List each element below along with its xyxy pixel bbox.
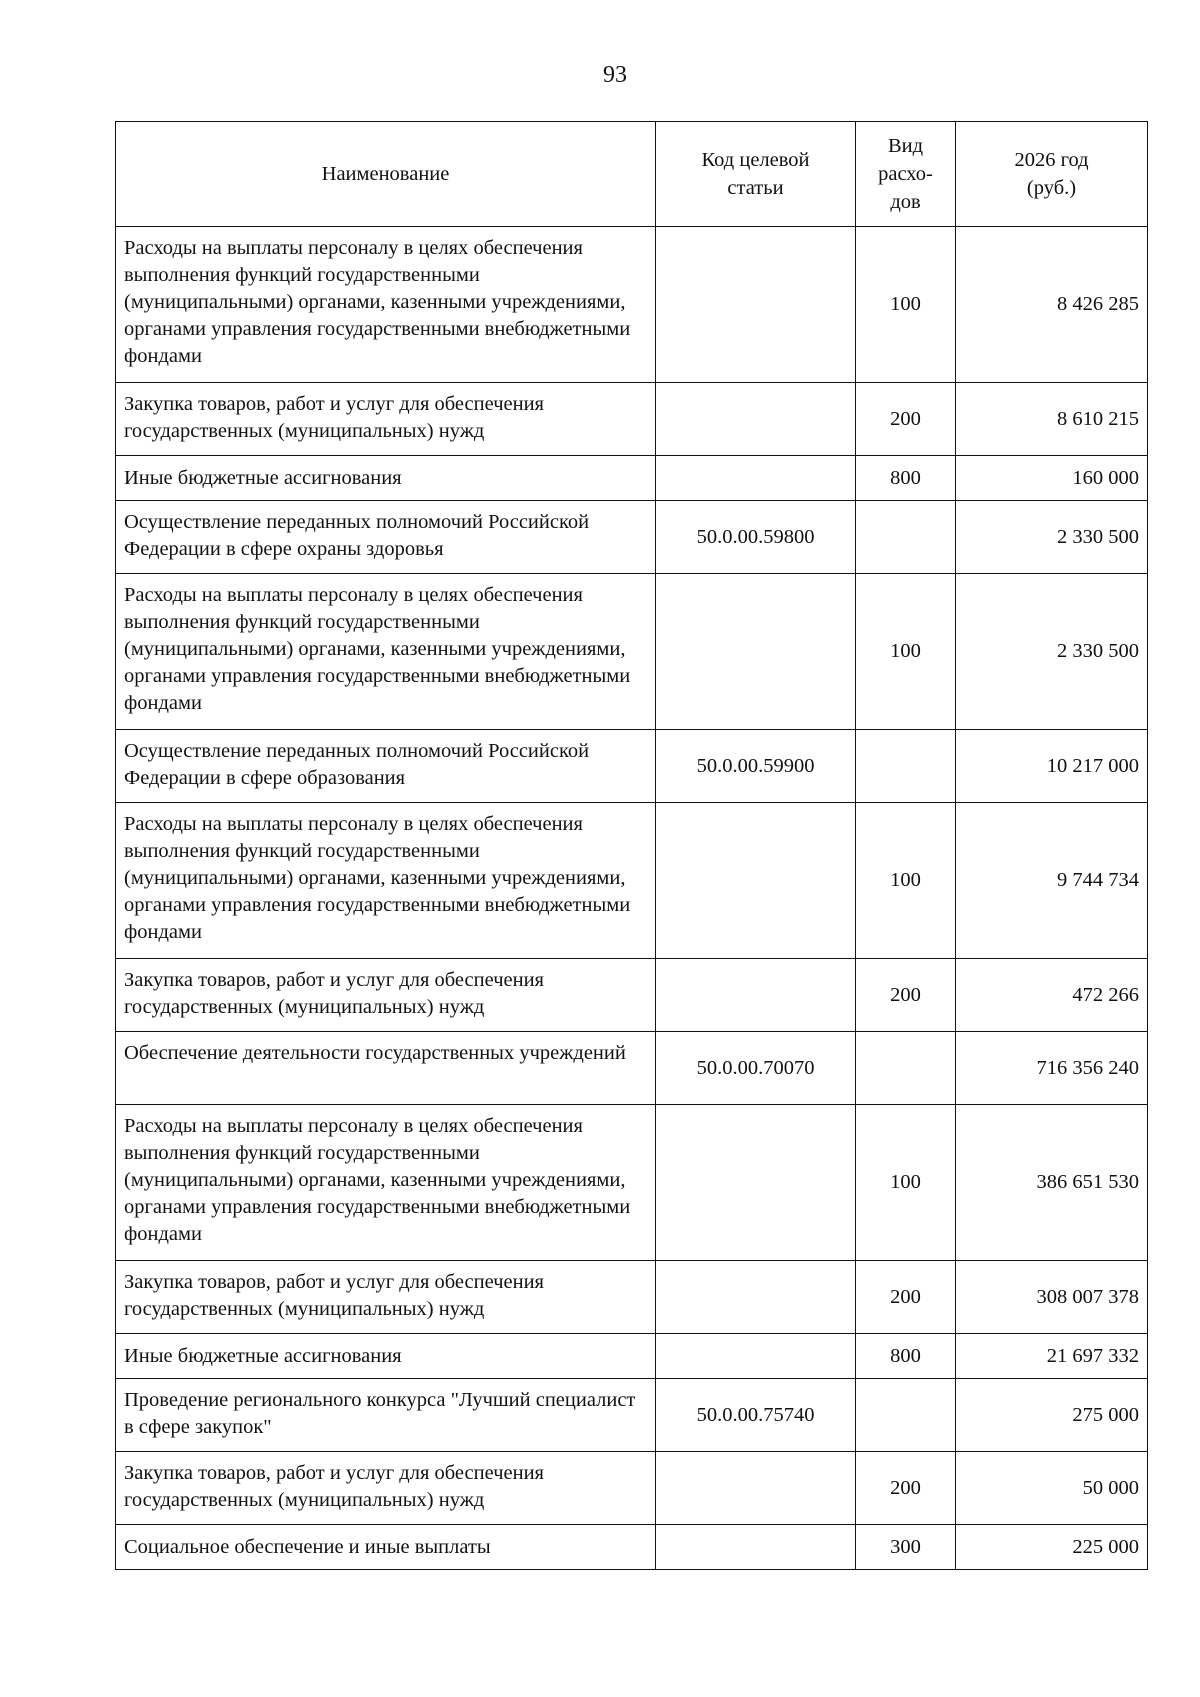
row-sum: 8 426 285 (956, 227, 1148, 383)
table-row (116, 730, 1148, 803)
table-row (116, 383, 1148, 456)
row-sum: 472 266 (956, 959, 1148, 1032)
page-number: 93 (603, 62, 627, 88)
row-type (856, 730, 956, 803)
table-header-row (116, 122, 1148, 227)
row-code: 50.0.00.70070 (656, 1032, 856, 1105)
row-name: Обеспечение деятельности государственных учреждений (116, 1032, 656, 1105)
row-type: 100 (856, 227, 956, 383)
table-row (116, 227, 1148, 383)
header-type (856, 122, 956, 227)
row-name: Закупка товаров, работ и услуг для обеспечения государственных (муниципальных) нужд (116, 1452, 656, 1525)
row-type: 200 (856, 959, 956, 1032)
row-code (656, 1525, 856, 1570)
table-row (116, 959, 1148, 1032)
table-row (116, 501, 1148, 574)
row-sum: 386 651 530 (956, 1105, 1148, 1261)
table-row (116, 1452, 1148, 1525)
table-row (116, 1379, 1148, 1452)
row-code (656, 1452, 856, 1525)
row-type: 200 (856, 383, 956, 456)
row-name: Иные бюджетные ассигнования (116, 456, 656, 501)
table-row (116, 574, 1148, 730)
table-row (116, 1032, 1148, 1105)
row-type: 100 (856, 1105, 956, 1261)
row-name: Расходы на выплаты персоналу в целях обеспечения выполнения функций государственными (муниципальными) органами, казенными учреждениями, органами управления государственными внебюджетными фондами (116, 1105, 656, 1261)
row-name: Закупка товаров, работ и услуг для обеспечения государственных (муниципальных) нужд (116, 383, 656, 456)
row-sum: 160 000 (956, 456, 1148, 501)
table-row (116, 803, 1148, 959)
row-type: 800 (856, 456, 956, 501)
header-sum-label: 2026 год (руб.) (1014, 149, 1089, 199)
row-type (856, 1379, 956, 1452)
row-name: Закупка товаров, работ и услуг для обеспечения государственных (муниципальных) нужд (116, 1261, 656, 1334)
row-sum: 2 330 500 (956, 574, 1148, 730)
row-name: Осуществление переданных полномочий Российской Федерации в сфере охраны здоровья (116, 501, 656, 574)
row-name: Иные бюджетные ассигнования (116, 1334, 656, 1379)
row-sum: 8 610 215 (956, 383, 1148, 456)
row-code (656, 383, 856, 456)
row-code (656, 1334, 856, 1379)
header-code (656, 122, 856, 227)
table-row (116, 1334, 1148, 1379)
row-name: Социальное обеспечение и иные выплаты (116, 1525, 656, 1570)
row-code (656, 1105, 856, 1261)
row-name: Закупка товаров, работ и услуг для обеспечения государственных (муниципальных) нужд (116, 959, 656, 1032)
row-code (656, 1261, 856, 1334)
row-code (656, 959, 856, 1032)
row-type: 800 (856, 1334, 956, 1379)
row-code (656, 574, 856, 730)
row-code: 50.0.00.75740 (656, 1379, 856, 1452)
row-type: 200 (856, 1261, 956, 1334)
row-sum: 21 697 332 (956, 1334, 1148, 1379)
row-type: 100 (856, 803, 956, 959)
row-sum: 2 330 500 (956, 501, 1148, 574)
row-code (656, 456, 856, 501)
table-row (116, 1261, 1148, 1334)
row-type: 300 (856, 1525, 956, 1570)
row-sum: 50 000 (956, 1452, 1148, 1525)
row-code (656, 227, 856, 383)
row-type: 200 (856, 1452, 956, 1525)
row-code: 50.0.00.59900 (656, 730, 856, 803)
row-sum: 308 007 378 (956, 1261, 1148, 1334)
header-name: Наименование (116, 122, 656, 227)
row-name: Расходы на выплаты персоналу в целях обеспечения выполнения функций государственными (муниципальными) органами, казенными учреждениями, органами управления государственными внебюджетными фондами (116, 803, 656, 959)
row-sum: 9 744 734 (956, 803, 1148, 959)
row-name: Расходы на выплаты персоналу в целях обеспечения выполнения функций государственными (муниципальными) органами, казенными учреждениями, органами управления государственными внебюджетными фондами (116, 574, 656, 730)
row-code (656, 803, 856, 959)
budget-table (115, 121, 1148, 1570)
header-sum (956, 122, 1148, 227)
table-row (116, 1525, 1148, 1570)
row-sum: 10 217 000 (956, 730, 1148, 803)
row-sum: 716 356 240 (956, 1032, 1148, 1105)
row-sum: 275 000 (956, 1379, 1148, 1452)
row-type (856, 1032, 956, 1105)
table-row (116, 456, 1148, 501)
row-name: Проведение регионального конкурса "Лучший специалист в сфере закупок" (116, 1379, 656, 1452)
row-name: Расходы на выплаты персоналу в целях обеспечения выполнения функций государственными (муниципальными) органами, казенными учреждениями, органами управления государственными внебюджетными фондами (116, 227, 656, 383)
table-row (116, 1105, 1148, 1261)
header-code-label: Код целевой статьи (701, 149, 810, 199)
row-type: 100 (856, 574, 956, 730)
row-code: 50.0.00.59800 (656, 501, 856, 574)
header-type-label: Вид расхо-дов (878, 135, 933, 213)
row-type (856, 501, 956, 574)
row-name: Осуществление переданных полномочий Российской Федерации в сфере образования (116, 730, 656, 803)
row-sum: 225 000 (956, 1525, 1148, 1570)
